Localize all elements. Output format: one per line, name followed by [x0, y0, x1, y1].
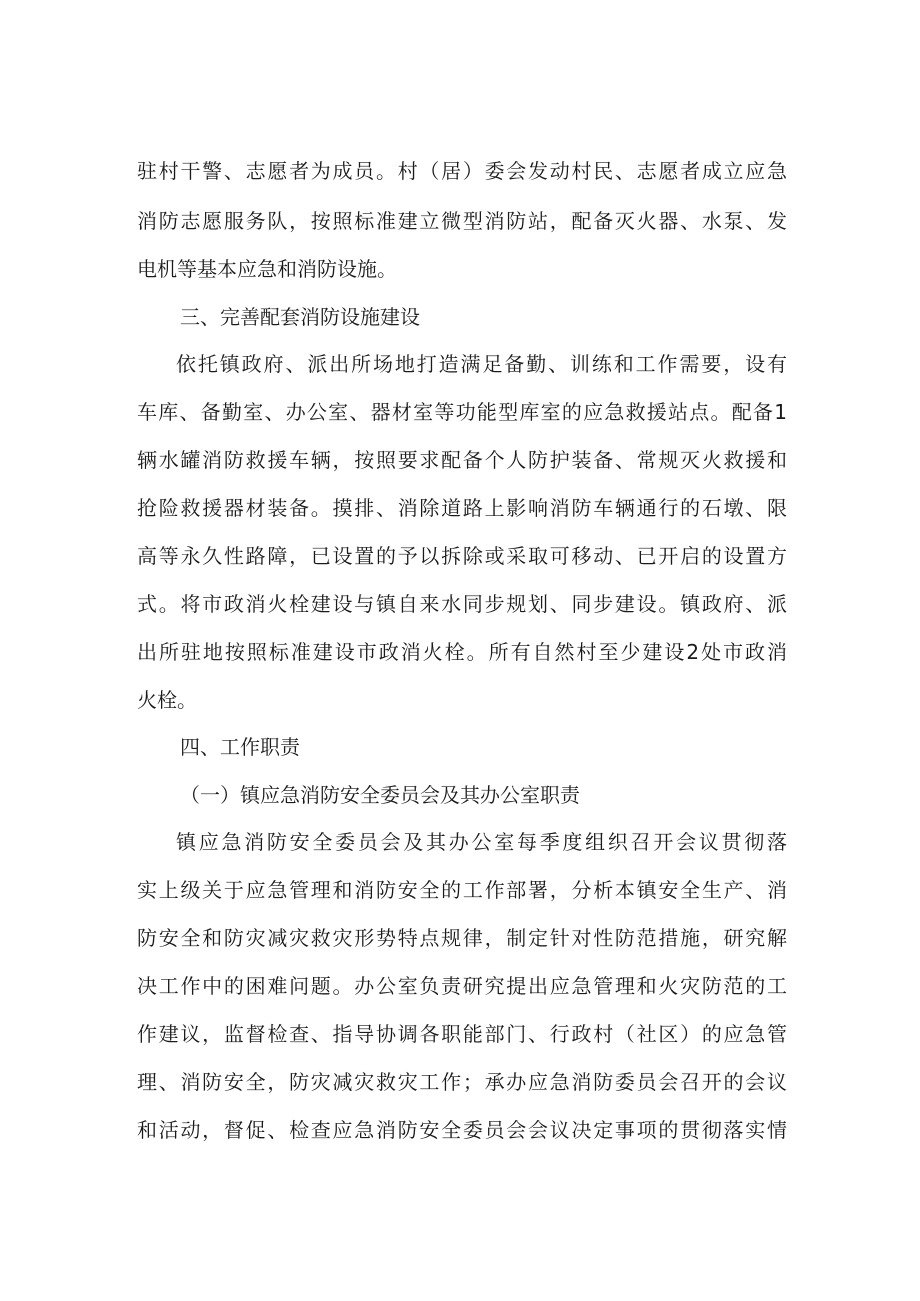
body-text-line: 和活动，督促、检查应急消防安全委员会会议决定事项的贯彻落实情 — [137, 1118, 787, 1142]
body-text-line: 高等永久性路障，已设置的予以拆除或采取可移动、已开启的设置方 — [137, 544, 787, 568]
body-text-line: 决工作中的困难问题。办公室负责研究提出应急管理和火灾防范的工 — [137, 974, 787, 998]
body-text-line: 消防志愿服务队，按照标准建立微型消防站，配备灭火器、水泵、发 — [137, 209, 787, 233]
body-text-line: 防安全和防灾减灾救灾形势特点规律，制定针对性防范措施，研究解 — [137, 926, 787, 950]
section-heading: 四、工作职责 — [180, 735, 300, 759]
body-text-line: 理、消防安全，防灾减灾救灾工作；承办应急消防委员会召开的会议 — [137, 1070, 787, 1094]
body-text-line: 依托镇政府、派出所场地打造满足备勤、训练和工作需要，设有 — [176, 352, 787, 376]
body-text-line: 抢险救援器材装备。摸排、消除道路上影响消防车辆通行的石墩、限 — [137, 496, 787, 520]
body-text-line: 式。将市政消火栓建设与镇自来水同步规划、同步建设。镇政府、派 — [137, 592, 787, 616]
body-text-line: 辆水罐消防救援车辆，按照要求配备个人防护装备、常规灭火救援和 — [137, 448, 787, 472]
body-text-line: 作建议，监督检查、指导协调各职能部门、行政村（社区）的应急管 — [137, 1022, 787, 1046]
body-text-line: 驻村干警、志愿者为成员。村（居）委会发动村民、志愿者成立应急 — [137, 159, 787, 183]
body-text-line: 车库、备勤室、办公室、器材室等功能型库室的应急救援站点。配备1 — [137, 400, 787, 424]
body-text-line: 出所驻地按照标准建设市政消火栓。所有自然村至少建设2处市政消 — [137, 640, 787, 664]
body-text-line: 火栓。 — [137, 688, 197, 712]
subsection-heading: （一）镇应急消防安全委员会及其办公室职责 — [180, 783, 580, 807]
body-text-line: 实上级关于应急管理和消防安全的工作部署，分析本镇安全生产、消 — [137, 878, 787, 902]
section-heading: 三、完善配套消防设施建设 — [180, 305, 420, 329]
body-text-line: 镇应急消防安全委员会及其办公室每季度组织召开会议贯彻落 — [176, 830, 787, 854]
body-text-line: 电机等基本应急和消防设施。 — [137, 257, 397, 281]
